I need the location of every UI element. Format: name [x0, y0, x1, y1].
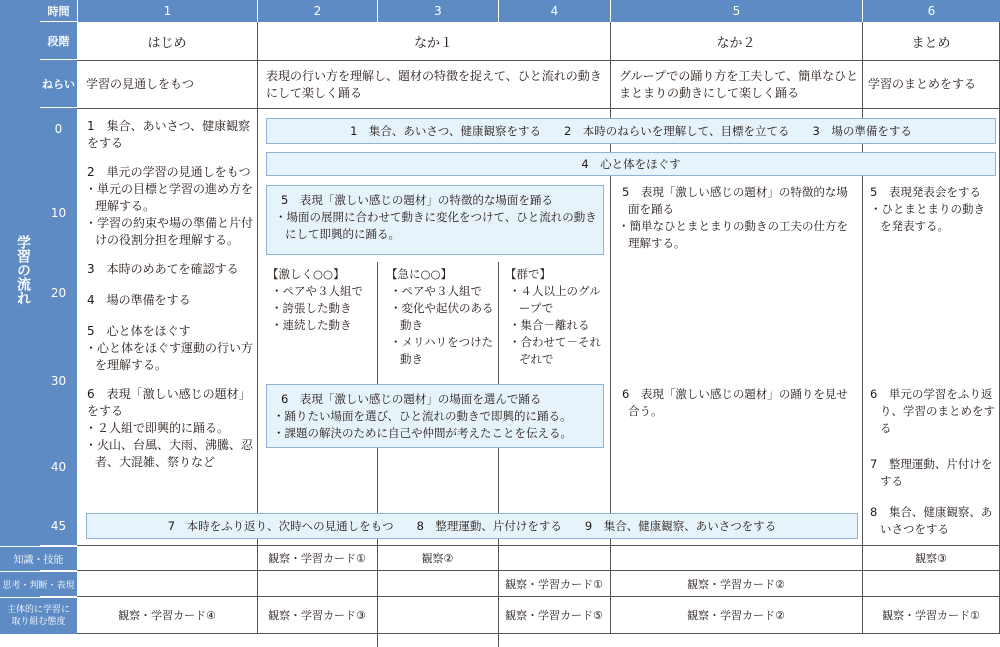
- stage-hajime: はじめ: [147, 35, 187, 51]
- col-header-1: 1: [77, 0, 257, 22]
- group-2-item-2: ・変化や起伏のある動き: [390, 301, 494, 332]
- left-band: [0, 0, 40, 634]
- matome-steps: [866, 184, 996, 235]
- stage-naka1: なか１: [413, 35, 453, 51]
- eval-attitude-c1: 観察・学習カード④: [118, 609, 216, 622]
- group-2-item-1: ・ペアや３人組で: [390, 284, 482, 298]
- eval-attitude-c2: 観察・学習カード③: [268, 609, 366, 622]
- banner-bottom: 7 本時をふり返り、次時への見通しをもつ 8 整理運動、片付けをする 9 集合、健康観察、あいさつをする: [86, 513, 858, 539]
- group-2-item-3: ・メリハリをつけた動き: [390, 335, 494, 366]
- eval-attitude-label: 主体的に学習に取り組む態度: [0, 597, 77, 634]
- eval-knowledge-c6: 観察③: [915, 552, 947, 565]
- col1-step-4: 4 場の準備をする: [87, 293, 191, 307]
- group-1-title: 【激しく○○】: [267, 267, 345, 281]
- col-header-5: 5: [610, 0, 862, 22]
- group-1-item-1: ・ペアや３人組で: [271, 284, 363, 298]
- time-20: 20: [50, 286, 67, 300]
- eval-knowledge-c3: 観察②: [421, 552, 454, 565]
- col1-step-5a: ・心と体をほぐす運動の行い方を理解する。: [85, 341, 254, 372]
- matome-item6: 6 単元の学習をふり返り、学習のまとめをする: [870, 387, 995, 435]
- col1-steps: [83, 118, 253, 471]
- label-dankai: 段階: [40, 22, 77, 60]
- group-1-item-2: ・誇張した動き: [271, 301, 352, 315]
- flow-label: 学習の流れ: [15, 235, 31, 305]
- naka1-box2-line-1: ・踊りたい場面を選び、ひと流れの動きで即興的に踊る。: [273, 409, 572, 423]
- group-1: [267, 266, 375, 334]
- col1-step-2: 2 単元の学習の見通しをもつ: [87, 165, 251, 179]
- time-45: 45: [50, 519, 67, 533]
- aim-naka2: グループでの踊り方を工夫して、簡単なひとまとまりの動きにして楽しく踊る: [619, 69, 859, 100]
- col1-step-2a: ・単元の目標と学習の進め方を理解する。: [85, 182, 254, 213]
- col1-step-6: 6 表現「激しい感じの題材」をする: [87, 387, 251, 418]
- eval-thinking-label: 思考・判断・表現: [0, 571, 77, 596]
- naka1-box2: [266, 384, 604, 448]
- eval-knowledge-label: 知識・技能: [0, 546, 77, 570]
- eval-attitude-c5: 観察・学習カード②: [687, 609, 785, 622]
- eval-attitude-c4: 観察・学習カード⑤: [505, 609, 603, 622]
- naka1-box2-title: 6 表現「激しい感じの題材」の場面を選んで踊る: [281, 392, 542, 406]
- naka2-item5: [616, 184, 858, 252]
- group-3-item-2: ・集合－離れる: [509, 318, 590, 332]
- col1-step-6a: ・２人組で即興的に踊る。: [85, 421, 230, 435]
- col1-step-6b: ・火山、台風、大雨、沸騰、忍者、大混雑、祭りなど: [85, 438, 254, 469]
- col1-step-3: 3 本時のめあてを確認する: [87, 262, 239, 276]
- aim-matome: 学習のまとめをする: [868, 77, 977, 91]
- group-3-item-3: ・合わせて－それぞれで: [509, 335, 601, 366]
- naka1-box2-line-2: ・課題の解決のために自己や仲間が考えたことを伝える。: [273, 426, 572, 440]
- naka1-box1-body: ・場面の展開に合わせて動きに変化をつけて、ひと流れの動きにして即興的に踊る。: [275, 210, 597, 241]
- col1-step-2b: ・学習の約束や場の準備と片付けの役割分担を理解する。: [85, 216, 254, 247]
- matome-item7: 7 整理運動、片付けをする: [870, 457, 993, 488]
- col1-step-5: 5 心と体をほぐす: [87, 324, 191, 338]
- time-10: 10: [50, 206, 67, 220]
- time-0: 0: [54, 122, 63, 136]
- stage-matome: まとめ: [911, 35, 951, 51]
- col-header-4: 4: [498, 0, 610, 22]
- naka2-item5-title: 5 表現「激しい感じの題材」の特徴的な場面を踊る: [622, 185, 848, 216]
- naka2-item6: 6 表現「激しい感じの題材」の踊りを見せ合う。: [622, 387, 848, 418]
- eval-attitude-c6: 観察・学習カード①: [882, 609, 980, 622]
- time-40: 40: [50, 460, 67, 474]
- group-2: [386, 266, 494, 368]
- group-2-title: 【急に○○】: [386, 267, 453, 281]
- label-jikan: 時間: [40, 0, 77, 22]
- matome-item5: 5 表現発表会をする: [870, 185, 981, 199]
- col-header-2: 2: [257, 0, 377, 22]
- time-30: 30: [50, 374, 67, 388]
- stage-naka2: なか２: [716, 35, 756, 51]
- naka2-item5-body: ・簡単なひとまとまりの動きの工夫の仕方を理解する。: [618, 219, 848, 250]
- group-1-item-3: ・連続した動き: [271, 318, 352, 332]
- col1-step-1: 1 集合、あいさつ、健康観察をする: [87, 119, 251, 150]
- col-header-3: 3: [377, 0, 498, 22]
- matome-item8: 8 集合、健康観察、あいさつをする: [870, 505, 993, 536]
- aim-naka1: 表現の行い方を理解し、題材の特徴を捉えて、ひと流れの動きにして楽しく踊る: [266, 69, 602, 100]
- aim-hajime: 学習の見通しをもつ: [86, 77, 195, 91]
- time-column: [40, 108, 77, 545]
- group-3-title: 【群で】: [505, 267, 551, 281]
- col-header-6: 6: [862, 0, 1000, 22]
- matome-item5-body: ・ひとまとまりの動きを発表する。: [870, 202, 985, 233]
- banner-top: 1 集合、あいさつ、健康観察をする 2 本時のねらいを理解して、目標を立てる 3 場の準備をする: [266, 118, 996, 144]
- label-nerai: ねらい: [40, 60, 77, 108]
- eval-thinking-c5: 観察・学習カード②: [687, 577, 785, 591]
- naka1-box1: [266, 185, 604, 255]
- naka1-box1-title: 5 表現「激しい感じの題材」の特徴的な場面を踊る: [281, 193, 553, 207]
- eval-knowledge-c2: 観察・学習カード①: [268, 552, 366, 565]
- eval-thinking-c4: 観察・学習カード①: [505, 577, 603, 591]
- group-3: [505, 266, 607, 368]
- group-3-item-1: ・４人以上のグループで: [509, 284, 601, 315]
- banner-loosen: 4 心と体をほぐす: [266, 152, 996, 176]
